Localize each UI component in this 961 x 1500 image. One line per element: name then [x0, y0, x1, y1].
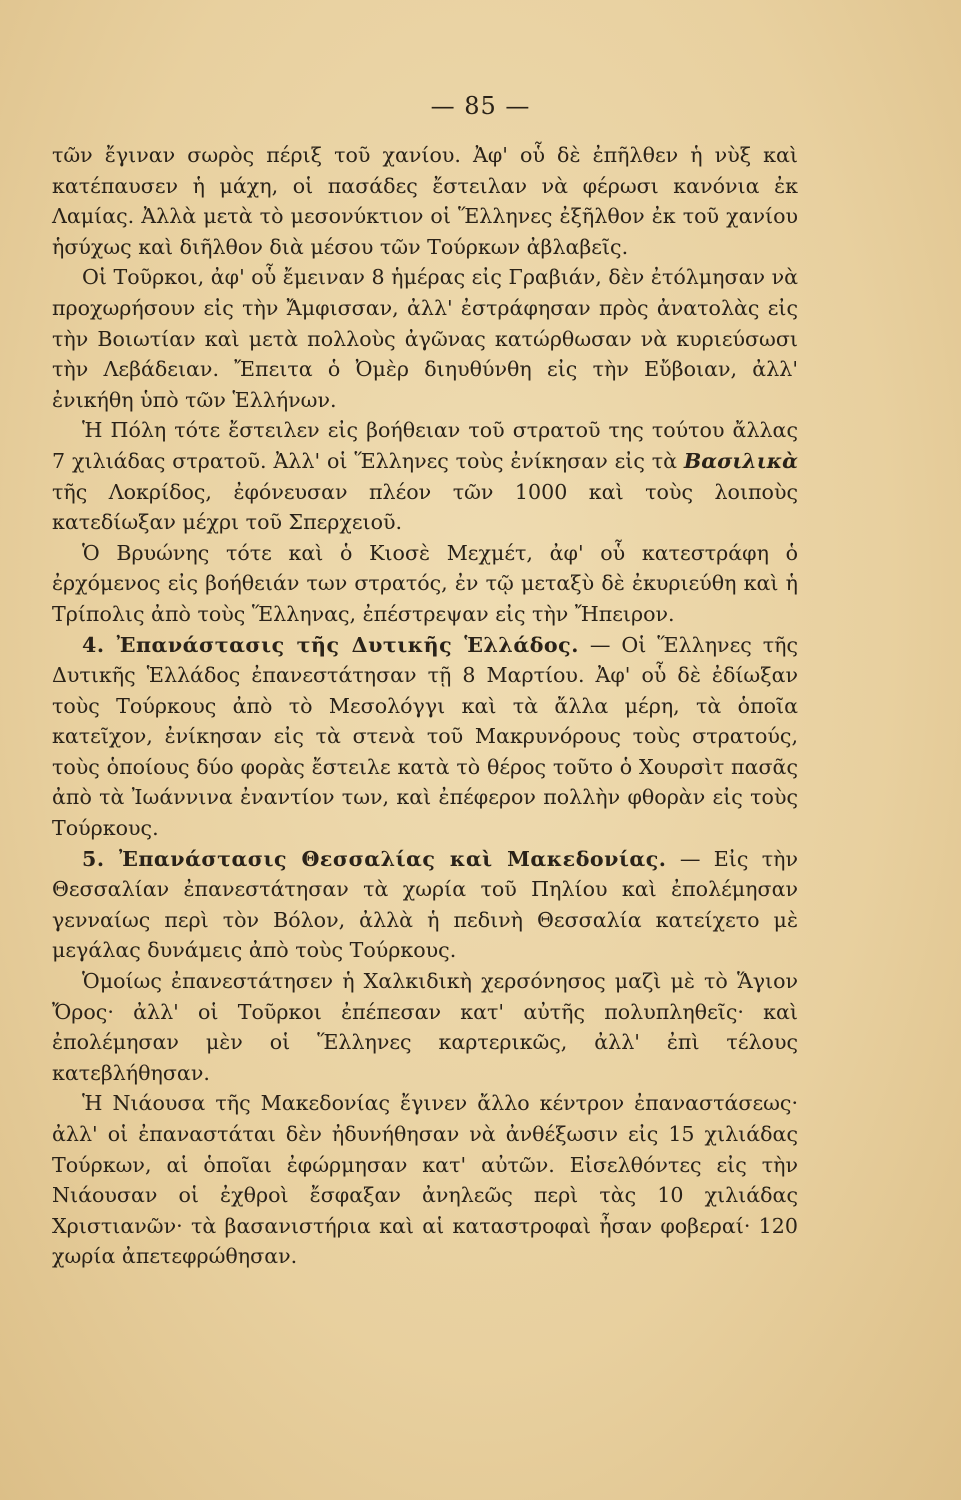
paragraph-text: τῶν ἔγιναν σωρὸς πέριξ τοῦ χανίου. Ἀφ' οὗ δὲ ἐπῆλθεν ἡ νὺξ καὶ κατέπαυσεν ἡ μάχη, οἱ πασάδες ἔστειλαν νὰ φέρωσι κανόνια ἐκ Λαμίας. Ἀλλὰ μετὰ τὸ μεσονύκτιον οἱ Ἕλληνες ἐξῆλθον ἐκ τοῦ χανίου ἡσύχως καὶ διῆλθον διὰ μέσου τῶν Τούρκων ἀβλαβεῖς. [52, 143, 798, 259]
place-name-emphasis: Βασιλικὰ [683, 448, 798, 473]
paragraph-4 [52, 538, 798, 630]
paragraph-text: Οἱ Τοῦρκοι, ἀφ' οὗ ἔμειναν 8 ἡμέρας εἰς Γραβιάν, δὲν ἐτόλμησαν νὰ προχωρήσουν εἰς τὴν Ἄμφισσαν, ἀλλ' ἐστράφησαν πρὸς ἀνατολὰς εἰς τὴν Βοιωτίαν καὶ μετὰ πολλοὺς ἀγῶνας κατώρθωσαν νὰ κυριεύσωσι τὴν Λεβάδειαν. Ἔπειτα ὁ Ὀμὲρ διηυθύνθη εἰς τὴν Εὔβοιαν, ἀλλ' ἐνικήθη ὑπὸ τῶν Ἑλλήνων. [52, 265, 798, 412]
paragraph-3 [52, 415, 798, 537]
paragraph-text: Ὁμοίως ἐπανεστάτησεν ἡ Χαλκιδικὴ χερσόνησος μαζὶ μὲ τὸ Ἅγιον Ὄρος· ἀλλ' οἱ Τοῦρκοι ἐπέπεσαν κατ' αὐτῆς πολυπληθεῖς· καὶ ἐπολέμησαν μὲν οἱ Ἕλληνες καρτερικῶς, ἀλλ' ἐπὶ τέλους κατεβλήθησαν. [52, 969, 798, 1085]
body-text [52, 140, 798, 1272]
paragraph-7 [52, 966, 798, 1088]
paragraph-text: Ἡ Πόλη τότε ἔστειλεν εἰς βοήθειαν τοῦ στρατοῦ της τούτου ἄλλας 7 χιλιάδας στρατοῦ. Ἀλλ' οἱ Ἕλληνες τοὺς ἐνίκησαν εἰς τὰ [52, 418, 798, 473]
paragraph-text: — Οἱ Ἕλληνες τῆς Δυτικῆς Ἑλλάδος ἐπανεστάτησαν τῇ 8 Μαρτίου. Ἀφ' οὗ δὲ ἐδίωξαν τοὺς Τούρκους ἀπὸ τὸ Μεσολόγγι καὶ τὰ ἄλλα μέρη, τὰ ὁποῖα κατεῖχον, ἐνίκησαν εἰς τὰ στενὰ τοῦ Μακρυνόρους τοὺς στρατούς, τοὺς ὁποίους δύο φορὰς ἔστειλε κατὰ τὸ θέρος τοῦτο ὁ Χουρσὶτ πασᾶς ἀπὸ τὰ Ἰωάννινα ἐναντίον των, καὶ ἐπέφερον πολλὴν φθορὰν εἰς τοὺς Τούρκους. [52, 632, 798, 841]
paragraph-text: τῆς Λοκρίδος, ἐφόνευσαν πλέον τῶν 1000 καὶ τοὺς λοιποὺς κατεδίωξαν μέχρι τοῦ Σπερχειοῦ. [52, 479, 798, 535]
page-number: — 85 — [430, 92, 531, 120]
section-heading: 5. Ἐπανάστασις Θεσσαλίας καὶ Μακεδονίας. [82, 846, 667, 871]
section-5 [52, 844, 798, 966]
paragraph-text: Ἡ Νιάουσα τῆς Μακεδονίας ἔγινεν ἄλλο κέντρον ἐπαναστάσεως· ἀλλ' οἱ ἐπαναστάται δὲν ἠδυνήθησαν νὰ ἀνθέξωσιν εἰς 15 χιλιάδας Τούρκων, αἱ ὁποῖαι ἐφώρμησαν κατ' αὐτῶν. Εἰσελθόντες εἰς τὴν Νιάουσαν οἱ ἐχθροὶ ἔσφαξαν ἀνηλεῶς περὶ τὰς 10 χιλιάδας Χριστιανῶν· τὰ βασανιστήρια καὶ αἱ καταστροφαὶ ἦσαν φοβεραί· 120 χωρία ἀπετεφρώθησαν. [52, 1091, 798, 1269]
paragraph-8 [52, 1088, 798, 1272]
section-4 [52, 630, 798, 844]
section-heading: 4. Ἐπανάστασις τῆς Δυτικῆς Ἑλλάδος. [82, 632, 579, 657]
paragraph-1 [52, 140, 798, 262]
paragraph-text: Ὁ Βρυώνης τότε καὶ ὁ Κιοσὲ Μεχμέτ, ἀφ' οὗ κατεστράφη ὁ ἐρχόμενος εἰς βοήθειάν των στρατός, ἐν τῷ μεταξὺ δὲ ἐκυριεύθη καὶ ἡ Τρίπολις ἀπὸ τοὺς Ἕλληνας, ἐπέστρεψαν εἰς τὴν Ἤπειρον. [52, 540, 798, 626]
paragraph-2 [52, 262, 798, 415]
paragraph-text: — Εἰς τὴν Θεσσαλίαν ἐπανεστάτησαν τὰ χωρία τοῦ Πηλίου καὶ ἐπολέμησαν γενναίως περὶ τὸν Βόλον, ἀλλὰ ἡ πεδινὴ Θεσσαλία κατείχετο μὲ μεγάλας δυνάμεις ἀπὸ τοὺς Τούρκους. [52, 846, 798, 963]
